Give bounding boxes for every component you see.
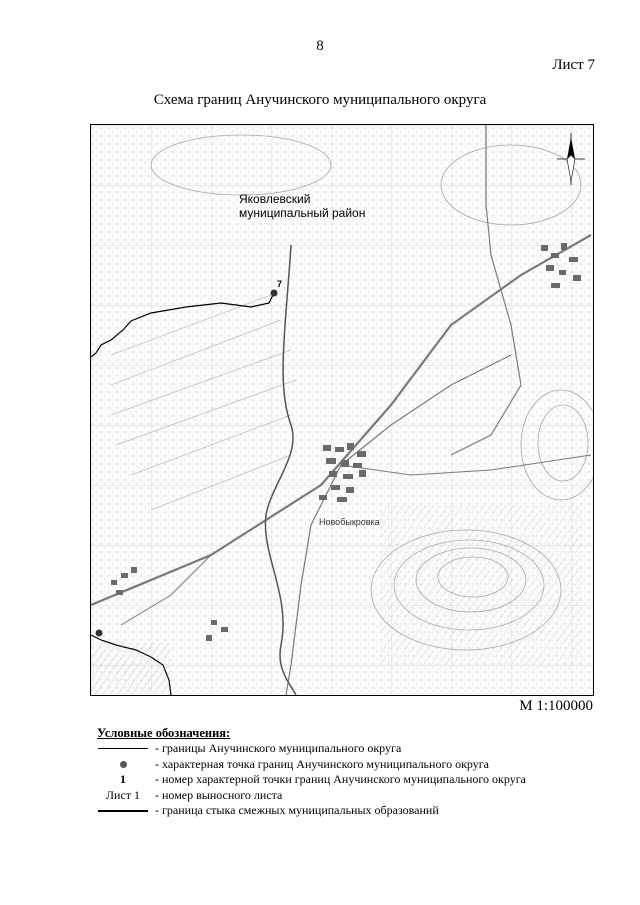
boundary-point-sw[interactable] [96,630,103,637]
legend-item-sheet [97,788,597,804]
sheet-symbol: Лист 1 [105,787,141,802]
page-number: 8 [316,38,324,54]
boundary-point-7[interactable] [271,290,278,297]
legend-text: - характерная точка границ Анучинского муниципального округа [155,756,489,771]
map-title: Схема границ Анучинского муниципального округа [153,92,487,108]
thick-line-icon [97,810,149,812]
legend-item-point-number [97,772,597,788]
legend-text: - номер характерной точки границ Анучинского муниципального округа [155,772,526,787]
legend-title: Условные обозначения: [97,726,231,740]
dot-icon [97,761,149,768]
legend-text: - границы Анучинского муниципального округа [155,741,402,756]
legend [97,726,597,819]
district-label-line1: Яковлевский [239,192,311,206]
legend-item-point [97,757,597,773]
sheet-label: Лист 7 [552,57,595,73]
topographic-map[interactable] [91,125,593,695]
settlement-label: Новобыкровка [319,517,380,527]
legend-item-junction [97,803,597,819]
map-frame[interactable] [90,124,594,696]
legend-text: - номер выносного листа [155,787,283,802]
hill-shading [381,505,581,665]
legend-text: - граница стыка смежных муниципальных образований [155,803,439,818]
boundary-point-number: 7 [277,279,283,289]
thin-line-icon [97,748,149,749]
legend-item-boundary [97,741,597,757]
number-symbol: 1 [120,772,126,787]
scale-label: М 1:100000 [519,698,593,714]
district-label-line2: муниципальный район [239,206,366,220]
adjacent-area-shading [91,643,171,695]
